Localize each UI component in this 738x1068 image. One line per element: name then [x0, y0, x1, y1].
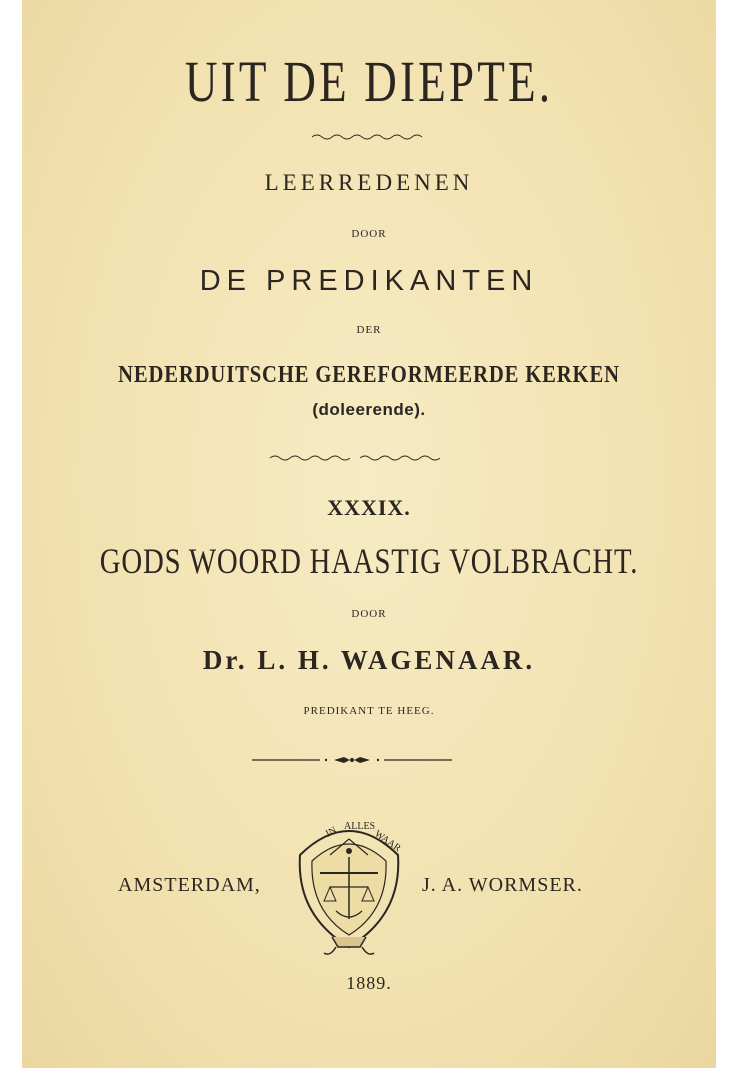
der-label: DER — [356, 324, 382, 336]
subtitle: LEERREDENEN — [264, 170, 474, 195]
author-role: PREDIKANT TE HEEG. — [303, 705, 435, 717]
title-page — [22, 0, 716, 1068]
place: AMSTERDAM, — [118, 874, 261, 896]
author-name: Dr. L. H. WAGENAAR. — [202, 645, 536, 675]
by-label-1: DOOR — [351, 228, 387, 240]
by-label-2: DOOR — [351, 608, 387, 620]
volume-number: XXXIX. — [327, 495, 411, 520]
publication-year: 1889. — [346, 973, 392, 993]
publisher-emblem — [290, 815, 408, 961]
svg-text:WAAR: WAAR — [372, 828, 403, 855]
church-name: NEDERDUITSCHE GEREFORMEERDE KERKEN — [118, 362, 620, 388]
book-title: UIT DE DIEPTE. — [184, 49, 554, 114]
sermon-title: GODS WOORD HAASTIG VOLBRACHT. — [99, 541, 639, 581]
svg-text:ALLES: ALLES — [344, 821, 376, 832]
svg-text:IN: IN — [324, 824, 339, 840]
wavy-ornament-middle — [268, 453, 444, 463]
authors-group: DE PREDIKANTEN — [199, 265, 539, 297]
church-note: (doleerende). — [312, 400, 426, 419]
wavy-ornament-top — [310, 132, 428, 142]
rule-ornament — [252, 754, 452, 766]
publisher: J. A. WORMSER. — [422, 874, 583, 896]
